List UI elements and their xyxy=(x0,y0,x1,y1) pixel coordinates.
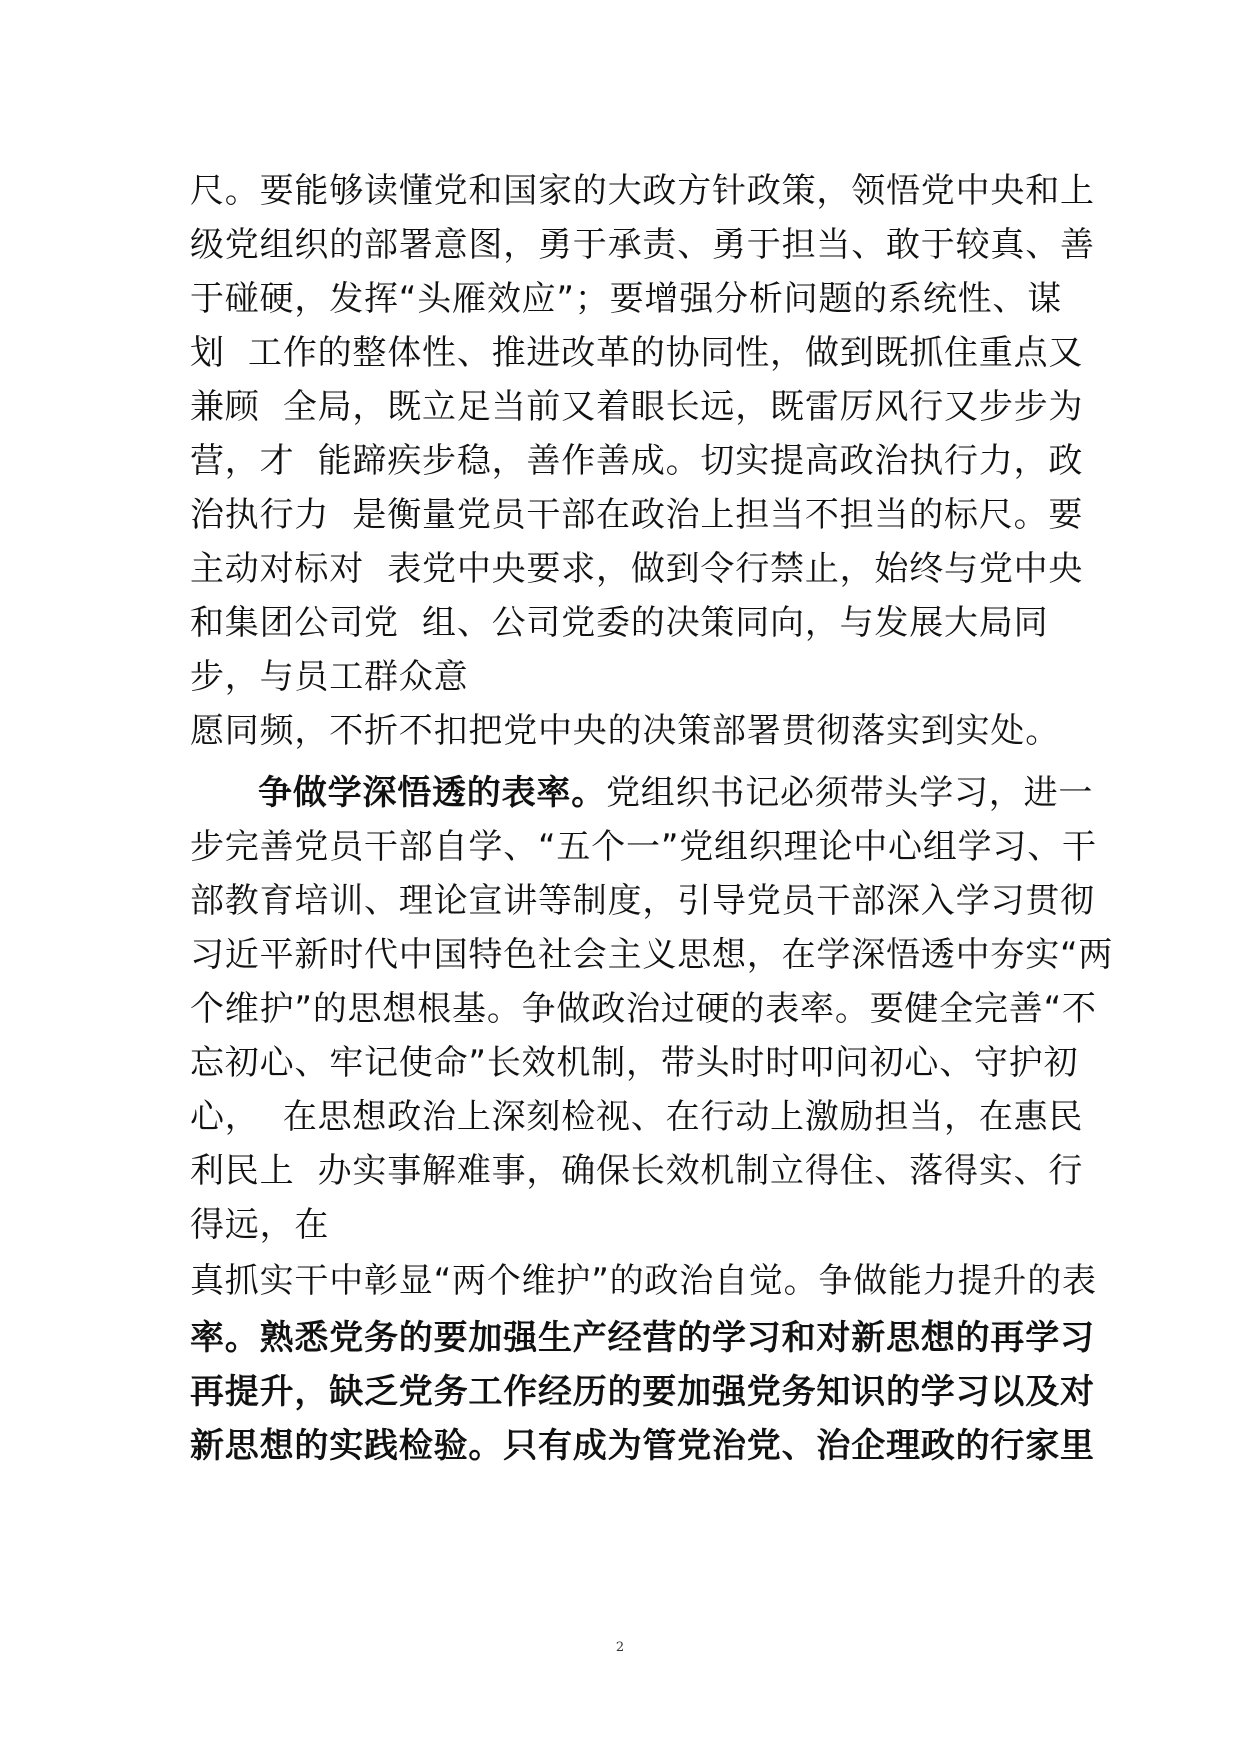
text-line: 尺。要能够读懂党和国家的大政方针政策，领悟党中央和上 xyxy=(190,171,1095,211)
text-line: 个维护”的思想根基。争做政治过硬的表率。要健全完善“不 xyxy=(190,989,1097,1029)
text-line: 得远，在 xyxy=(190,1205,330,1245)
text-line: 步，与员工群众意 xyxy=(190,657,469,697)
page-number: 2 xyxy=(615,1640,625,1655)
text-line: 主动对标对 表党中央要求，做到令行禁止，始终与党中央 xyxy=(190,549,1084,589)
text-line: 营，才 能蹄疾步稳，善作善成。切实提高政治执行力，政 xyxy=(190,441,1084,481)
bold-text-line: 再提升，缺乏党务工作经历的要加强党务知识的学习以及对 xyxy=(190,1372,1095,1412)
text-line: 忘初心、牢记使命”长效机制，带头时时叩问初心、守护初 xyxy=(190,1043,1079,1083)
bold-text-line: 新思想的实践检验。只有成为管党治党、治企理政的行家里 xyxy=(190,1426,1095,1466)
paragraph-first-line xyxy=(258,770,1128,816)
paragraph-text: 党组织书记必须带头学习，进一 xyxy=(606,773,1094,813)
section-heading: 争做学深悟透的表率。 xyxy=(258,773,606,813)
text-line: 心， 在思想政治上深刻检视、在行动上激励担当，在惠民 xyxy=(190,1097,1084,1137)
text-line: 利民上 办实事解难事，确保长效机制立得住、落得实、行 xyxy=(190,1151,1084,1191)
text-line: 划 工作的整体性、推进改革的协同性，做到既抓住重点又 xyxy=(190,333,1084,373)
text-line: 部教育培训、理论宣讲等制度，引导党员干部深入学习贯彻 xyxy=(190,881,1095,921)
text-line: 于碰硬，发挥“头雁效应”；要增强分析问题的系统性、谋 xyxy=(190,279,1063,319)
text-line: 和集团公司党 组、公司党委的决策同向，与发展大局同 xyxy=(190,603,1049,643)
text-line: 兼顾 全局，既立足当前又着眼长远，既雷厉风行又步步为 xyxy=(190,387,1084,427)
text-line: 步完善党员干部自学、“五个一”党组织理论中心组学习、干 xyxy=(190,827,1097,867)
bold-text-line: 率。熟悉党务的要加强生产经营的学习和对新思想的再学习 xyxy=(190,1318,1095,1358)
text-line: 治执行力 是衡量党员干部在政治上担当不担当的标尺。要 xyxy=(190,495,1084,535)
text-line: 真抓实干中彰显“两个维护”的政治自觉。争做能力提升的表 xyxy=(190,1261,1097,1301)
text-line: 习近平新时代中国特色社会主义思想，在学深悟透中夯实“两 xyxy=(190,935,1114,975)
text-line: 愿同频，不折不扣把党中央的决策部署贯彻落实到实处。 xyxy=(190,711,1060,751)
text-line: 级党组织的部署意图，勇于承责、勇于担当、敢于较真、善 xyxy=(190,225,1095,265)
